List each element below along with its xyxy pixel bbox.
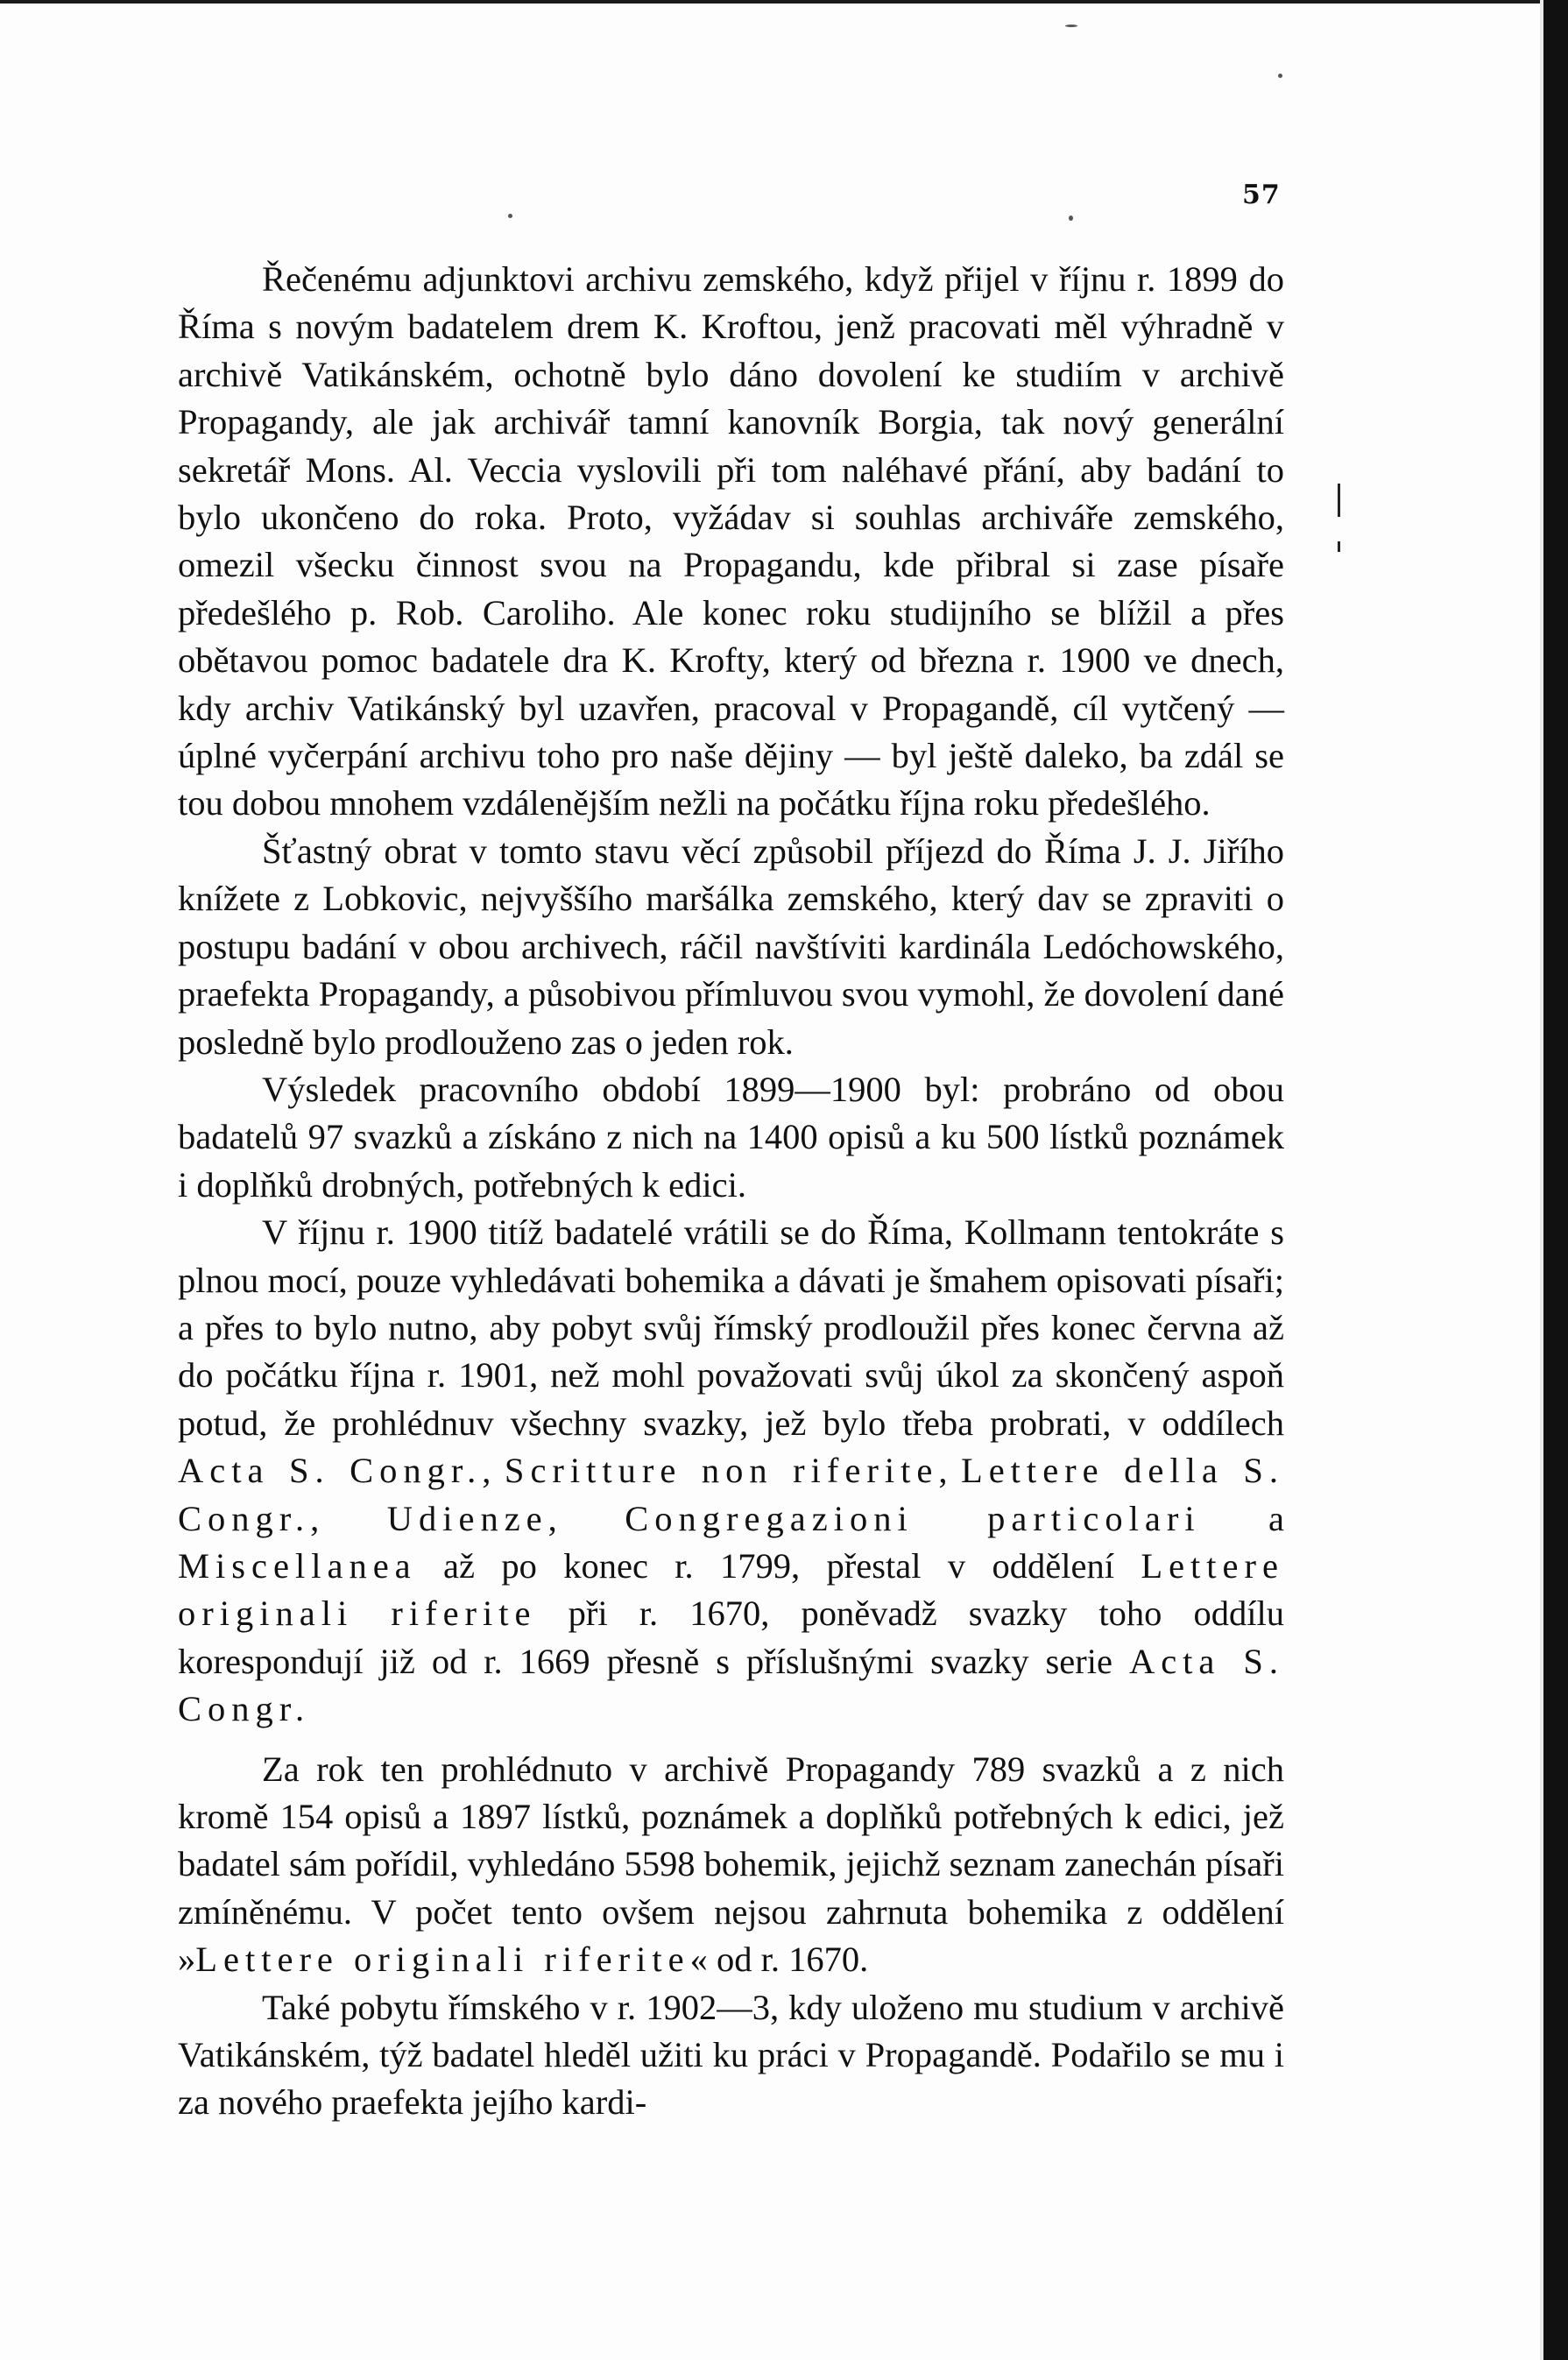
text-run: a	[1200, 1498, 1285, 1538]
text-run: Šťastný obrat v tomto stavu věcí způsobil příjezd do Říma J. J. Jiřího knížete z Lobkovic, nejvyššího maršálka zemského, který dav se zpraviti o postupu badání v obou archivech, ráčil navštíviti kardinála Ledóchowského, praefekta Propagandy, a působivou přímluvou svou vymohl, že dovolení dané posledně bylo prodlouženo zas o jeden rok.	[178, 830, 1284, 1062]
dust-speck	[1069, 216, 1073, 221]
scan-edge-right	[1543, 0, 1568, 2360]
scan-edge-top	[0, 0, 1568, 4]
text-body	[178, 256, 1284, 2127]
text-run: « od r. 1670.	[689, 1940, 869, 1980]
paragraph	[178, 1746, 1284, 1984]
paragraph	[178, 1984, 1284, 2127]
paragraph	[178, 256, 1284, 828]
margin-mark	[1338, 541, 1340, 552]
paragraph	[178, 1209, 1284, 1733]
letterspaced-phrase: Scritture non riferite	[504, 1451, 939, 1491]
letterspaced-phrase: Lettere originali riferite	[195, 1940, 690, 1980]
text-run: Řečenému adjunktovi archivu zemského, když přijel v říjnu r. 1899 do Říma s novým badatelem drem K. Kroftou, jenž pracovati měl výhradně v archivě Vatikánském, ochotně bylo dáno dovolení ke studiím v archivě Propagandy, ale jak archivář tamní kanovník Borgia, tak nový generální sekretář Mons. Al. Veccia vyslovili při tom naléhavé přání, aby badání to bylo ukončeno do roka. Proto, vyžádav si souhlas archiváře zemského, omezil všecku činnost svou na Propagandu, kde přibral si zase písaře předešlého p. Rob. Caroliho. Ale konec roku studijního se blížil a přes obětavou pomoc badatele dra K. Krofty, který od března r. 1900 ve dnech, kdy archiv Vatikánský byl uzavřen, pracoval v Propagandě, cíl vytčený — úplné vyčerpání archivu toho pro naše dějiny — byl ještě daleko, ba zdál se tou dobou mnohem vzdálenějším nežli na počátku října roku předešlého.	[178, 259, 1284, 823]
text-run: ,	[482, 1451, 505, 1491]
text-run: Za rok ten prohlédnuto v archivě Propagandy 789 svazků a z nich kromě 154 opisů a 1897 lístků, poznámek a doplňků potřebných k edici, jež badatel sám pořídil, vyhledáno 5598 bohemik, jejichž seznam zanechán písaři zmíněnému. V počet tento ovšem nejsou zahrnuta bohemika z oddělení »	[178, 1749, 1284, 1980]
text-run: ,	[310, 1498, 387, 1538]
text-run: až po konec r. 1799, přestal v oddělení	[416, 1545, 1141, 1586]
letterspaced-phrase: Udienze	[386, 1498, 548, 1538]
text-run: ,	[938, 1451, 961, 1491]
paragraph	[178, 828, 1284, 1066]
letterspaced-phrase: Acta S. Congr.	[178, 1641, 1285, 1729]
text-run: při r. 1670, poněvadž svazky toho oddílu korespondují již od r. 1669 přesně s příslušnými svazky serie	[178, 1593, 1285, 1681]
letterspaced-phrase: Lettere originali riferite	[178, 1545, 1284, 1634]
letterspaced-phrase: Miscellanea	[178, 1545, 417, 1586]
text-run: Výsledek pracovního období 1899—1900 byl: probráno od obou badatelů 97 svazků a získáno z nich na 1400 opisů a ku 500 lístků poznámek i doplňků drobných, potřebných k edici.	[178, 1069, 1284, 1205]
text-run: V říjnu r. 1900 titíž badatelé vrátili se do Říma, Kollmann tentokráte s plnou mocí, pouze vyhledávati bohemika a dávati je šmahem opisovati písaři; a přes to bylo nutno, aby pobyt svůj římský prodloužil přes konec června až do počátku října r. 1901, než mohl považovati svůj úkol za skončený aspoň potud, že prohlédnuv všechny svazky, jež bylo třeba probrati, v oddílech	[178, 1212, 1284, 1443]
dust-speck	[1278, 74, 1282, 78]
paragraph	[178, 1066, 1284, 1209]
dust-speck	[1065, 25, 1077, 27]
letterspaced-phrase: Congregazioni particolari	[625, 1498, 1201, 1538]
margin-mark	[1338, 484, 1340, 517]
letterspaced-phrase: Lettere della S. Congr.	[178, 1451, 1285, 1538]
dust-speck	[508, 214, 512, 218]
text-run: Také pobytu římského v r. 1902—3, kdy uloženo mu studium v archivě Vatikánském, týž badatel hleděl užiti ku práci v Propagandě. Podařilo se mu i za nového praefekta jejího kardi-	[178, 1987, 1284, 2123]
text-run: ,	[547, 1498, 625, 1538]
page-number: 57	[1242, 180, 1281, 210]
letterspaced-phrase: Acta S. Congr.	[178, 1451, 483, 1491]
